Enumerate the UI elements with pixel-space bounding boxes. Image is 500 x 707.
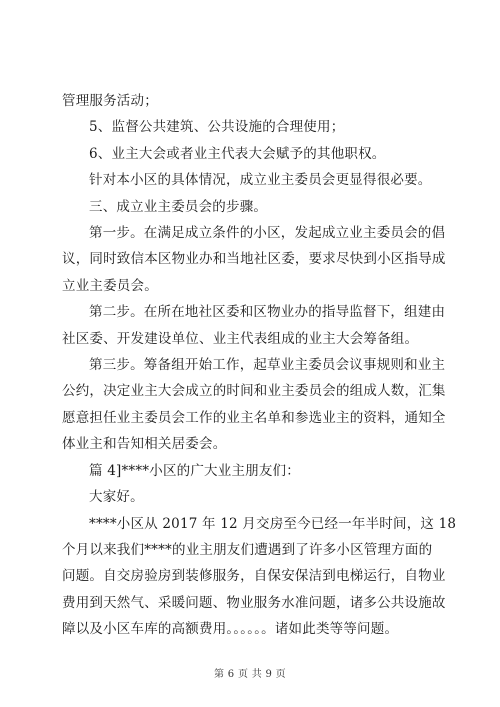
text-line: 社区委、开发建设单位、业主代表组成的业主大会筹备组。 (62, 330, 419, 347)
text-line: 问题。自交房验房到装修服务，自保安保洁到电梯运行，自物业 (62, 568, 446, 585)
text-line: 个月以来我们****的业主朋友们遭遇到了许多小区管理方面的 (62, 541, 433, 558)
text-line: 障以及小区车库的高额费用。。。。。。诸如此类等等问题。 (62, 621, 399, 638)
text-line: 针对本小区的具体情况，成立业主委员会更显得很必要。 (89, 172, 432, 189)
text-line: 第一步。在满足成立条件的小区，发起成立业主委员会的倡 (89, 225, 446, 242)
text-line: 大家好。 (89, 489, 144, 506)
text-line: 6、业主大会或者业主代表大会赋予的其他职权。 (89, 145, 386, 162)
section-heading: 三、成立业主委员会的步骤。 (89, 198, 268, 215)
text-line: 5、监督公共建筑、公共设施的合理使用； (89, 119, 345, 136)
text-line: 立业主委员会。 (62, 277, 158, 294)
text-line: 公约，决定业主大会成立的时间和业主委员会的组成人数，汇集 (62, 383, 446, 400)
text-line: 管理服务活动； (62, 93, 158, 109)
page-number-footer: 第 6 页 共 9 页 (214, 669, 286, 680)
text-line: 体业主和告知相关居委会。 (62, 436, 227, 453)
text-line: 第二步。在所在地社区委和区物业办的指导监督下，组建由 (89, 304, 446, 321)
text-line: 费用到天然气、采暖问题、物业服务水准问题，诸多公共设施故 (62, 594, 446, 611)
text-line: 愿意担任业主委员会工作的业主名单和参选业主的资料，通知全 (62, 409, 446, 426)
text-line: ****小区从 2017 年 12 月交房至今已经一年半时间，这 18 (89, 515, 457, 532)
text-line: 第三步。筹备组开始工作，起草业主委员会议事规则和业主 (89, 357, 446, 374)
document-body (62, 88, 457, 643)
text-line: 篇 4]****小区的广大业主朋友们： (89, 462, 300, 479)
text-line: 议，同时致信本区物业办和当地社区委，要求尽快到小区指导成 (62, 251, 446, 268)
